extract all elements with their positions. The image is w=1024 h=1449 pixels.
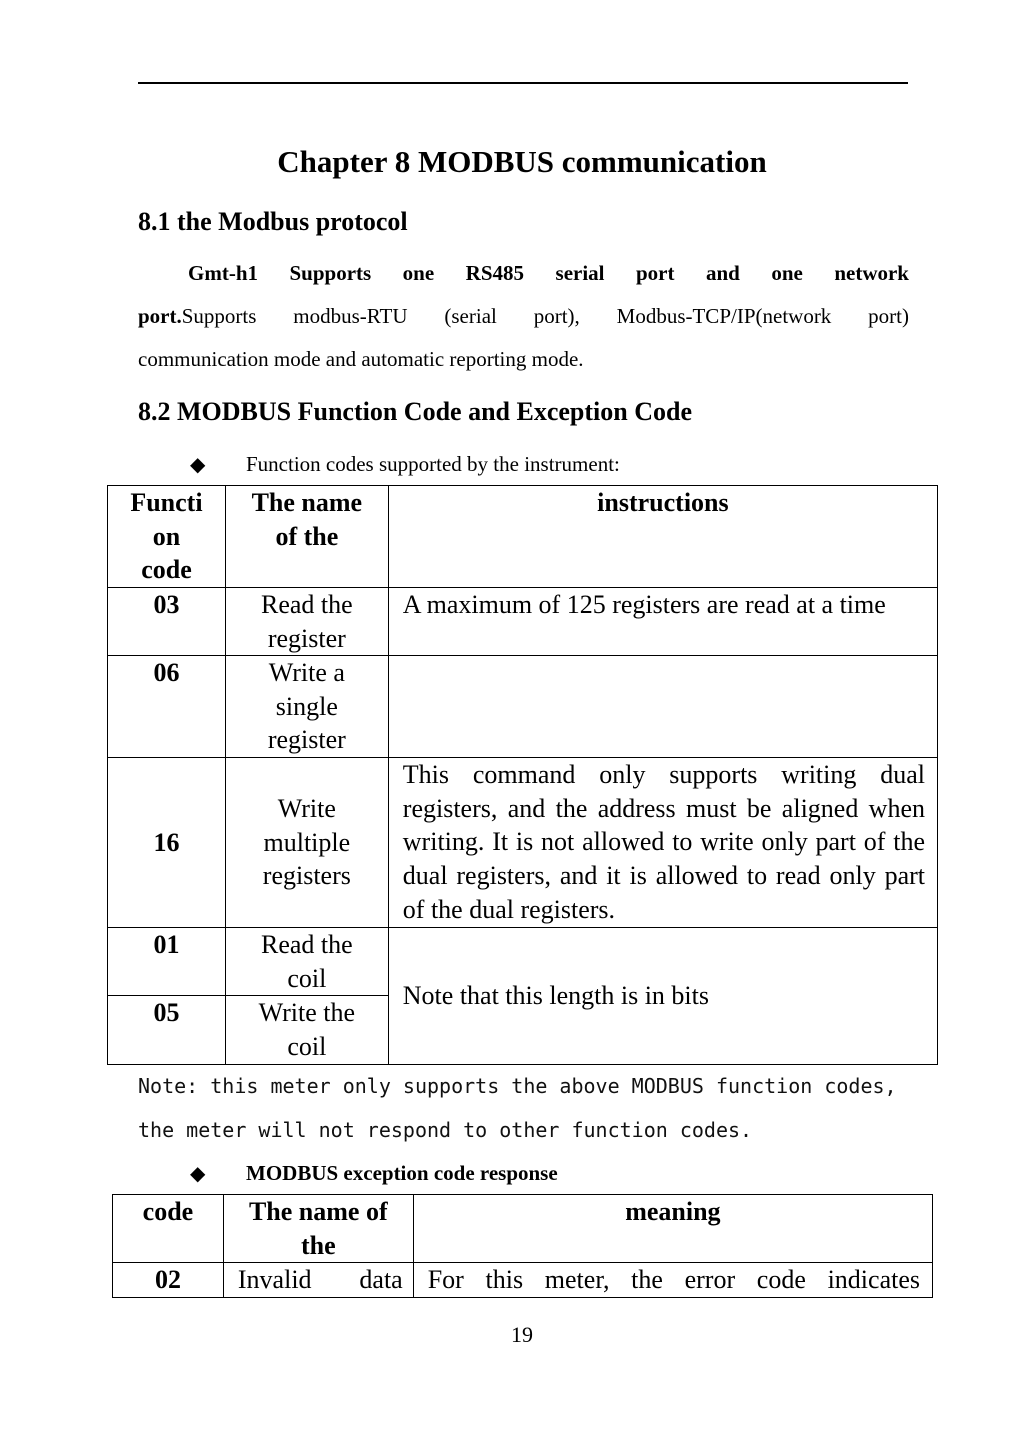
function-code-cell: 06 bbox=[108, 656, 226, 758]
exception-code-table bbox=[112, 1194, 933, 1298]
name-line: Write a bbox=[268, 658, 345, 688]
function-name-cell bbox=[225, 588, 388, 656]
function-code-cell: 03 bbox=[108, 588, 226, 656]
header-name bbox=[225, 486, 388, 588]
intro-line-3: communication mode and automatic reporting mode. bbox=[138, 347, 584, 371]
header-line: on bbox=[152, 521, 181, 551]
header-line: The name bbox=[251, 488, 363, 517]
table-header-row bbox=[113, 1195, 933, 1263]
name-line: coil bbox=[287, 963, 327, 993]
function-name-cell bbox=[225, 996, 388, 1064]
table-row bbox=[113, 1263, 933, 1298]
note-line-2: the meter will not respond to other function codes. bbox=[138, 1118, 753, 1142]
exception-code-cell: 02 bbox=[113, 1263, 224, 1298]
intro-paragraph bbox=[138, 258, 909, 387]
chapter-title: Chapter 8 MODBUS communication bbox=[277, 144, 767, 179]
name-line: Write bbox=[277, 794, 336, 824]
function-name-cell bbox=[225, 758, 388, 928]
intro-line-2 bbox=[138, 301, 909, 344]
table-row bbox=[108, 928, 938, 996]
function-code-cell: 05 bbox=[108, 996, 226, 1064]
name-line: single bbox=[275, 691, 338, 721]
header-meaning: meaning bbox=[413, 1195, 932, 1263]
header-line: of the bbox=[275, 521, 339, 551]
function-code-cell: 16 bbox=[108, 758, 226, 928]
header-function-code bbox=[108, 486, 226, 588]
name-line: coil bbox=[287, 1031, 327, 1061]
name-line: Write the bbox=[258, 998, 356, 1028]
function-name-cell bbox=[225, 656, 388, 758]
header-code: code bbox=[113, 1195, 224, 1263]
section-heading-8-2: 8.2 MODBUS Function Code and Exception Code bbox=[138, 397, 692, 426]
exception-name-cell: Invalid data bbox=[223, 1263, 413, 1298]
instructions-cell bbox=[388, 656, 937, 758]
table-row bbox=[108, 588, 938, 656]
header-instructions: instructions bbox=[388, 486, 937, 588]
name-line: Read the bbox=[261, 930, 353, 960]
bullet-exception-codes-text: MODBUS exception code response bbox=[246, 1161, 558, 1185]
page-number: 19 bbox=[511, 1322, 533, 1347]
intro-line-1: Gmt-h1 Supports one RS485 serial port and one network bbox=[188, 261, 909, 285]
header-rule bbox=[138, 82, 908, 84]
bullet-exception-codes bbox=[190, 1160, 558, 1187]
name-line: registers bbox=[262, 861, 351, 891]
header-line: The name of bbox=[248, 1197, 388, 1226]
diamond-bullet-icon: ◆ bbox=[190, 1163, 206, 1185]
table-row bbox=[108, 656, 938, 758]
intro-line-2-rest: Supports modbus-RTU (serial port), Modbus-TCP/IP(network port) bbox=[181, 304, 909, 328]
instructions-cell: This command only supports writing dual registers, and the address must be aligned when writing. It is not allowed to write only part of the dual registers, and it is allowed to read only part of the dual registers. bbox=[388, 758, 937, 928]
exception-meaning-cell: For this meter, the error code indicates bbox=[413, 1263, 932, 1298]
header-line: code bbox=[141, 555, 192, 585]
name-line: Read the bbox=[261, 590, 353, 619]
bullet-function-codes bbox=[190, 451, 620, 478]
table-header-row bbox=[108, 486, 938, 588]
coil-note-cell: Note that this length is in bits bbox=[388, 928, 937, 1064]
function-name-cell bbox=[225, 928, 388, 996]
function-code-table bbox=[107, 485, 938, 1065]
name-line: register bbox=[267, 725, 346, 755]
bullet-function-codes-text: Function codes supported by the instrument: bbox=[246, 452, 620, 476]
header-line: Functi bbox=[130, 488, 203, 517]
header-line: the bbox=[300, 1230, 336, 1260]
instructions-cell: A maximum of 125 registers are read at a time bbox=[388, 588, 937, 656]
section-heading-8-1: 8.1 the Modbus protocol bbox=[138, 207, 408, 236]
intro-line-2-bold: port. bbox=[138, 304, 182, 328]
note-line-1: Note: this meter only supports the above MODBUS function codes, bbox=[138, 1074, 897, 1098]
header-name bbox=[223, 1195, 413, 1263]
function-code-note bbox=[138, 1068, 897, 1156]
function-code-cell: 01 bbox=[108, 928, 226, 996]
name-line: multiple bbox=[263, 827, 351, 857]
table-row bbox=[108, 758, 938, 928]
name-line: register bbox=[267, 623, 346, 653]
diamond-bullet-icon: ◆ bbox=[190, 454, 206, 476]
